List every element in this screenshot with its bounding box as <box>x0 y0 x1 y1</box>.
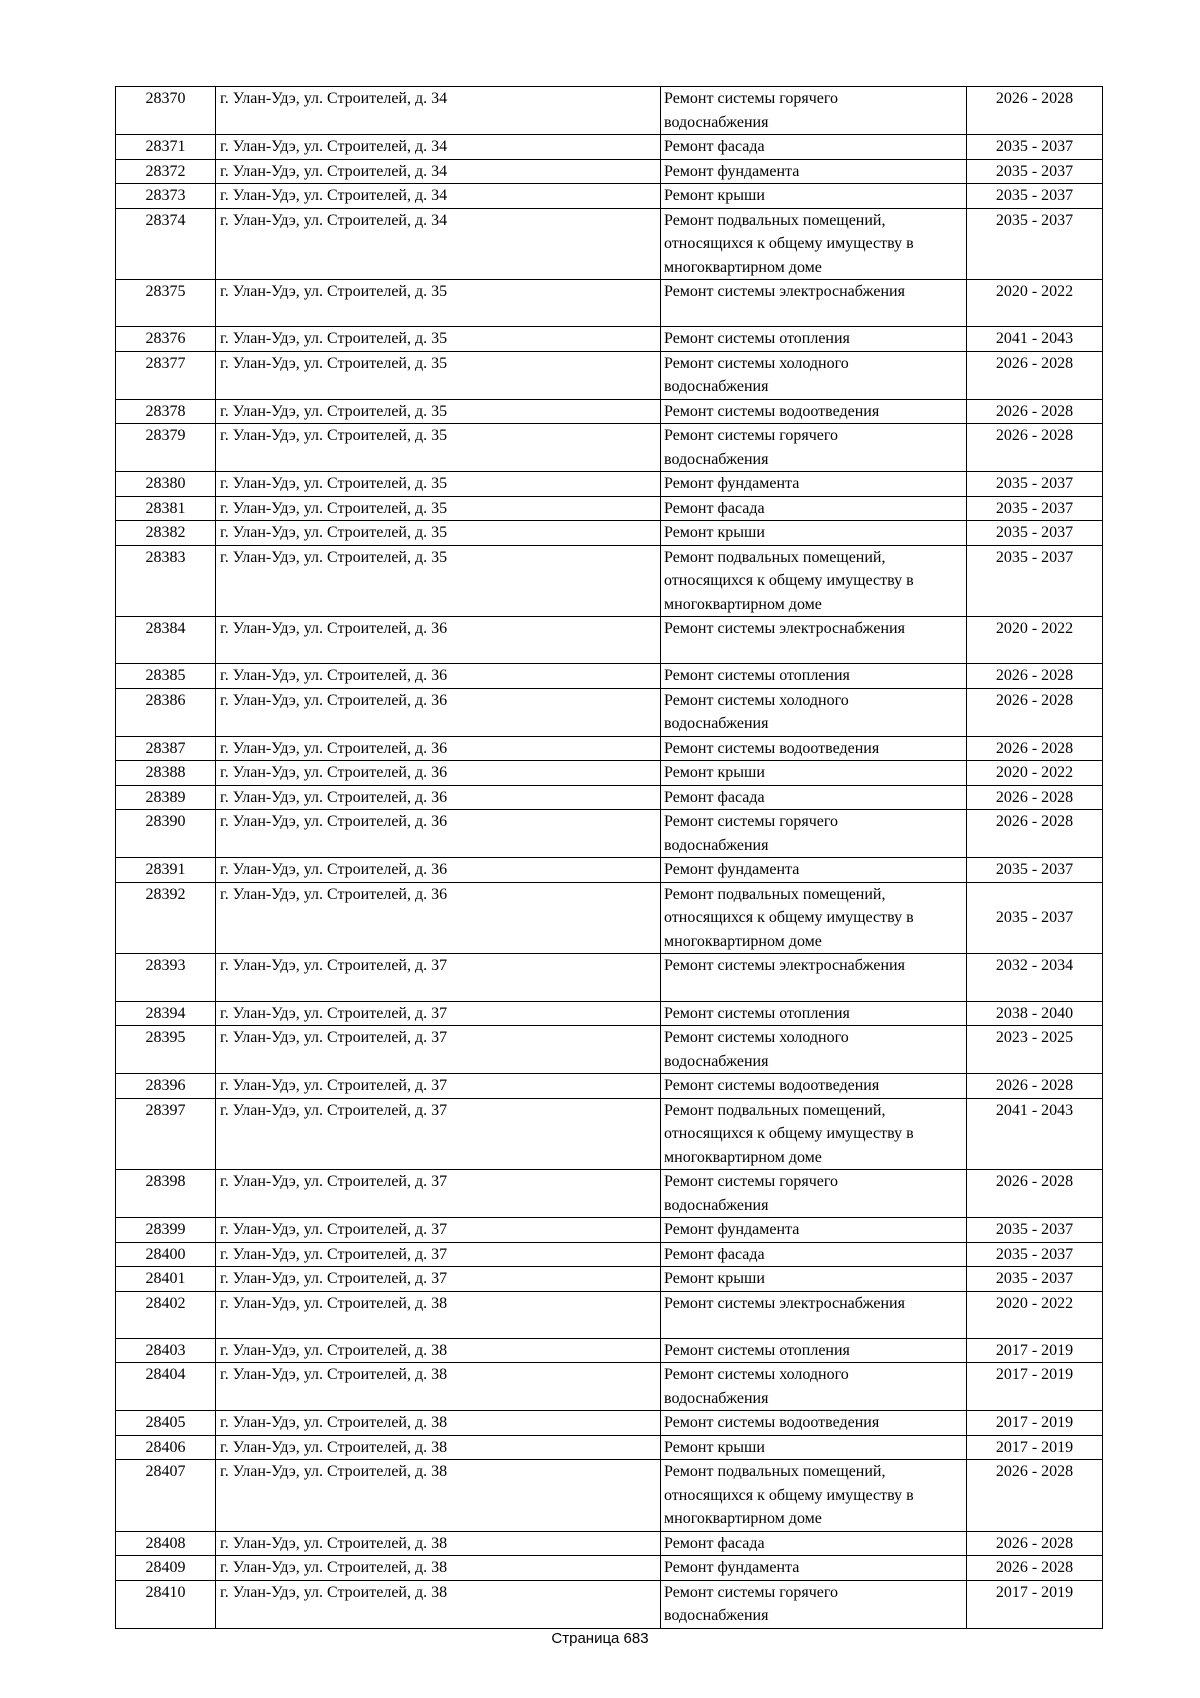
table-row <box>116 664 1103 689</box>
address-cell: г. Улан-Удэ, ул. Строителей, д. 37 <box>216 1026 661 1074</box>
period-cell: 2020 - 2022 <box>967 617 1103 664</box>
row-number-cell: 28396 <box>116 1074 216 1099</box>
period-cell: 2026 - 2028 <box>967 1074 1103 1099</box>
table-row <box>116 1098 1103 1170</box>
period-cell: 2026 - 2028 <box>967 87 1103 135</box>
table-row <box>116 1074 1103 1099</box>
work-type-cell: Ремонт крыши <box>661 1435 967 1460</box>
address-cell: г. Улан-Удэ, ул. Строителей, д. 36 <box>216 617 661 664</box>
address-cell: г. Улан-Удэ, ул. Строителей, д. 37 <box>216 1218 661 1243</box>
table-row <box>116 1218 1103 1243</box>
address-cell: г. Улан-Удэ, ул. Строителей, д. 35 <box>216 472 661 497</box>
work-type-cell: Ремонт крыши <box>661 184 967 209</box>
address-cell: г. Улан-Удэ, ул. Строителей, д. 38 <box>216 1411 661 1436</box>
work-type-cell: Ремонт фундамента <box>661 1556 967 1581</box>
address-cell: г. Улан-Удэ, ул. Строителей, д. 36 <box>216 664 661 689</box>
period-cell: 2026 - 2028 <box>967 1556 1103 1581</box>
period-cell: 2020 - 2022 <box>967 1291 1103 1338</box>
address-cell: г. Улан-Удэ, ул. Строителей, д. 38 <box>216 1291 661 1338</box>
address-cell: г. Улан-Удэ, ул. Строителей, д. 38 <box>216 1531 661 1556</box>
table-row <box>116 184 1103 209</box>
address-cell: г. Улан-Удэ, ул. Строителей, д. 38 <box>216 1435 661 1460</box>
work-type-cell: Ремонт подвальных помещений, относящихся к общему имуществу в многоквартирном доме <box>661 1460 967 1532</box>
work-type-cell: Ремонт крыши <box>661 521 967 546</box>
row-number-cell: 28402 <box>116 1291 216 1338</box>
work-type-cell: Ремонт фасада <box>661 1531 967 1556</box>
table-row <box>116 472 1103 497</box>
row-number-cell: 28406 <box>116 1435 216 1460</box>
address-cell: г. Улан-Удэ, ул. Строителей, д. 37 <box>216 1074 661 1099</box>
work-type-cell: Ремонт фундамента <box>661 858 967 883</box>
table-row <box>116 424 1103 472</box>
address-cell: г. Улан-Удэ, ул. Строителей, д. 36 <box>216 761 661 786</box>
work-type-cell: Ремонт системы электроснабжения <box>661 617 967 664</box>
period-cell: 2032 - 2034 <box>967 954 1103 1001</box>
work-type-cell: Ремонт подвальных помещений, относящихся к общему имуществу в многоквартирном доме <box>661 545 967 617</box>
work-type-cell: Ремонт системы отопления <box>661 664 967 689</box>
address-cell: г. Улан-Удэ, ул. Строителей, д. 34 <box>216 159 661 184</box>
address-cell: г. Улан-Удэ, ул. Строителей, д. 36 <box>216 736 661 761</box>
row-number-cell: 28383 <box>116 545 216 617</box>
work-type-cell: Ремонт крыши <box>661 761 967 786</box>
table-row <box>116 617 1103 664</box>
table-row <box>116 954 1103 1001</box>
address-cell: г. Улан-Удэ, ул. Строителей, д. 38 <box>216 1580 661 1628</box>
table-row <box>116 1531 1103 1556</box>
row-number-cell: 28398 <box>116 1170 216 1218</box>
period-cell: 2026 - 2028 <box>967 785 1103 810</box>
period-cell: 2026 - 2028 <box>967 736 1103 761</box>
table-row <box>116 496 1103 521</box>
row-number-cell: 28404 <box>116 1363 216 1411</box>
work-type-cell: Ремонт системы водоотведения <box>661 399 967 424</box>
row-number-cell: 28372 <box>116 159 216 184</box>
row-number-cell: 28394 <box>116 1001 216 1026</box>
row-number-cell: 28385 <box>116 664 216 689</box>
period-cell: 2026 - 2028 <box>967 1460 1103 1532</box>
table-row <box>116 688 1103 736</box>
table-row <box>116 810 1103 858</box>
row-number-cell: 28376 <box>116 327 216 352</box>
address-cell: г. Улан-Удэ, ул. Строителей, д. 35 <box>216 496 661 521</box>
period-cell: 2041 - 2043 <box>967 327 1103 352</box>
period-cell: 2017 - 2019 <box>967 1435 1103 1460</box>
work-type-cell: Ремонт системы водоотведения <box>661 1074 967 1099</box>
address-cell: г. Улан-Удэ, ул. Строителей, д. 35 <box>216 521 661 546</box>
period-cell: 2035 - 2037 <box>967 496 1103 521</box>
work-type-cell: Ремонт системы холодного водоснабжения <box>661 688 967 736</box>
row-number-cell: 28395 <box>116 1026 216 1074</box>
period-cell: 2041 - 2043 <box>967 1098 1103 1170</box>
repair-schedule-table <box>115 86 1103 1629</box>
period-cell: 2035 - 2037 <box>967 184 1103 209</box>
work-type-cell: Ремонт системы электроснабжения <box>661 954 967 1001</box>
row-number-cell: 28370 <box>116 87 216 135</box>
period-cell: 2035 - 2037 <box>967 545 1103 617</box>
table-row <box>116 858 1103 883</box>
address-cell: г. Улан-Удэ, ул. Строителей, д. 34 <box>216 87 661 135</box>
row-number-cell: 28409 <box>116 1556 216 1581</box>
row-number-cell: 28401 <box>116 1267 216 1292</box>
work-type-cell: Ремонт системы горячего водоснабжения <box>661 87 967 135</box>
period-cell: 2035 - 2037 <box>967 858 1103 883</box>
table-row <box>116 1556 1103 1581</box>
row-number-cell: 28374 <box>116 208 216 280</box>
period-cell: 2035 - 2037 <box>967 1267 1103 1292</box>
address-cell: г. Улан-Удэ, ул. Строителей, д. 35 <box>216 280 661 327</box>
address-cell: г. Улан-Удэ, ул. Строителей, д. 37 <box>216 1098 661 1170</box>
address-cell: г. Улан-Удэ, ул. Строителей, д. 35 <box>216 424 661 472</box>
row-number-cell: 28392 <box>116 882 216 954</box>
table-row <box>116 1242 1103 1267</box>
row-number-cell: 28390 <box>116 810 216 858</box>
work-type-cell: Ремонт системы горячего водоснабжения <box>661 810 967 858</box>
period-cell: 2026 - 2028 <box>967 688 1103 736</box>
work-type-cell: Ремонт крыши <box>661 1267 967 1292</box>
address-cell: г. Улан-Удэ, ул. Строителей, д. 34 <box>216 135 661 160</box>
work-type-cell: Ремонт системы горячего водоснабжения <box>661 1170 967 1218</box>
table-row <box>116 1460 1103 1532</box>
address-cell: г. Улан-Удэ, ул. Строителей, д. 34 <box>216 208 661 280</box>
table-row <box>116 135 1103 160</box>
period-cell: 2035 - 2037 <box>967 135 1103 160</box>
row-number-cell: 28381 <box>116 496 216 521</box>
work-type-cell: Ремонт фасада <box>661 1242 967 1267</box>
table-row <box>116 1170 1103 1218</box>
work-type-cell: Ремонт системы холодного водоснабжения <box>661 1363 967 1411</box>
period-cell: 2035 - 2037 <box>967 1242 1103 1267</box>
row-number-cell: 28403 <box>116 1338 216 1363</box>
row-number-cell: 28400 <box>116 1242 216 1267</box>
period-cell: 2020 - 2022 <box>967 761 1103 786</box>
table-row <box>116 1411 1103 1436</box>
table-row <box>116 159 1103 184</box>
work-type-cell: Ремонт подвальных помещений, относящихся к общему имуществу в многоквартирном доме <box>661 882 967 954</box>
address-cell: г. Улан-Удэ, ул. Строителей, д. 35 <box>216 351 661 399</box>
table-row <box>116 280 1103 327</box>
table-row <box>116 1363 1103 1411</box>
table-row <box>116 208 1103 280</box>
period-cell: 2035 - 2037 <box>967 1218 1103 1243</box>
address-cell: г. Улан-Удэ, ул. Строителей, д. 37 <box>216 1001 661 1026</box>
table-row <box>116 882 1103 954</box>
period-cell: 2017 - 2019 <box>967 1411 1103 1436</box>
table-row <box>116 399 1103 424</box>
row-number-cell: 28410 <box>116 1580 216 1628</box>
work-type-cell: Ремонт системы электроснабжения <box>661 280 967 327</box>
period-cell: 2017 - 2019 <box>967 1363 1103 1411</box>
address-cell: г. Улан-Удэ, ул. Строителей, д. 34 <box>216 184 661 209</box>
row-number-cell: 28407 <box>116 1460 216 1532</box>
page-number: Страница 683 <box>551 1630 649 1647</box>
work-type-cell: Ремонт системы холодного водоснабжения <box>661 351 967 399</box>
row-number-cell: 28389 <box>116 785 216 810</box>
address-cell: г. Улан-Удэ, ул. Строителей, д. 36 <box>216 882 661 954</box>
work-type-cell: Ремонт фасада <box>661 785 967 810</box>
work-type-cell: Ремонт системы горячего водоснабжения <box>661 424 967 472</box>
row-number-cell: 28380 <box>116 472 216 497</box>
work-type-cell: Ремонт системы электроснабжения <box>661 1291 967 1338</box>
address-cell: г. Улан-Удэ, ул. Строителей, д. 38 <box>216 1363 661 1411</box>
address-cell: г. Улан-Удэ, ул. Строителей, д. 38 <box>216 1460 661 1532</box>
row-number-cell: 28379 <box>116 424 216 472</box>
period-cell: 2035 - 2037 <box>967 882 1103 954</box>
work-type-cell: Ремонт системы отопления <box>661 1338 967 1363</box>
period-cell: 2017 - 2019 <box>967 1580 1103 1628</box>
row-number-cell: 28408 <box>116 1531 216 1556</box>
period-cell: 2035 - 2037 <box>967 159 1103 184</box>
table-row <box>116 327 1103 352</box>
address-cell: г. Улан-Удэ, ул. Строителей, д. 37 <box>216 1170 661 1218</box>
work-type-cell: Ремонт системы водоотведения <box>661 1411 967 1436</box>
period-cell: 2026 - 2028 <box>967 1531 1103 1556</box>
work-type-cell: Ремонт системы горячего водоснабжения <box>661 1580 967 1628</box>
address-cell: г. Улан-Удэ, ул. Строителей, д. 35 <box>216 545 661 617</box>
address-cell: г. Улан-Удэ, ул. Строителей, д. 36 <box>216 858 661 883</box>
address-cell: г. Улан-Удэ, ул. Строителей, д. 35 <box>216 399 661 424</box>
row-number-cell: 28387 <box>116 736 216 761</box>
address-cell: г. Улан-Удэ, ул. Строителей, д. 37 <box>216 954 661 1001</box>
row-number-cell: 28382 <box>116 521 216 546</box>
period-cell: 2026 - 2028 <box>967 1170 1103 1218</box>
table-row <box>116 1580 1103 1628</box>
period-cell: 2026 - 2028 <box>967 664 1103 689</box>
period-cell: 2038 - 2040 <box>967 1001 1103 1026</box>
row-number-cell: 28386 <box>116 688 216 736</box>
address-cell: г. Улан-Удэ, ул. Строителей, д. 37 <box>216 1242 661 1267</box>
period-cell: 2017 - 2019 <box>967 1338 1103 1363</box>
table-row <box>116 1026 1103 1074</box>
table-row <box>116 545 1103 617</box>
row-number-cell: 28388 <box>116 761 216 786</box>
address-cell: г. Улан-Удэ, ул. Строителей, д. 36 <box>216 785 661 810</box>
table-row <box>116 1338 1103 1363</box>
address-cell: г. Улан-Удэ, ул. Строителей, д. 38 <box>216 1556 661 1581</box>
row-number-cell: 28399 <box>116 1218 216 1243</box>
address-cell: г. Улан-Удэ, ул. Строителей, д. 38 <box>216 1338 661 1363</box>
work-type-cell: Ремонт системы водоотведения <box>661 736 967 761</box>
address-cell: г. Улан-Удэ, ул. Строителей, д. 37 <box>216 1267 661 1292</box>
table-row <box>116 736 1103 761</box>
work-type-cell: Ремонт системы отопления <box>661 1001 967 1026</box>
work-type-cell: Ремонт фасада <box>661 135 967 160</box>
period-cell: 2035 - 2037 <box>967 208 1103 280</box>
period-cell: 2023 - 2025 <box>967 1026 1103 1074</box>
table-row <box>116 761 1103 786</box>
table-row <box>116 1001 1103 1026</box>
period-cell: 2020 - 2022 <box>967 280 1103 327</box>
row-number-cell: 28377 <box>116 351 216 399</box>
period-cell: 2026 - 2028 <box>967 351 1103 399</box>
period-cell: 2026 - 2028 <box>967 424 1103 472</box>
row-number-cell: 28405 <box>116 1411 216 1436</box>
table-row <box>116 1291 1103 1338</box>
work-type-cell: Ремонт фасада <box>661 496 967 521</box>
row-number-cell: 28391 <box>116 858 216 883</box>
work-type-cell: Ремонт фундамента <box>661 159 967 184</box>
row-number-cell: 28373 <box>116 184 216 209</box>
table-body <box>116 87 1103 1629</box>
table-row <box>116 1435 1103 1460</box>
work-type-cell: Ремонт подвальных помещений, относящихся к общему имуществу в многоквартирном доме <box>661 208 967 280</box>
row-number-cell: 28384 <box>116 617 216 664</box>
table-row <box>116 521 1103 546</box>
work-type-cell: Ремонт системы холодного водоснабжения <box>661 1026 967 1074</box>
period-cell: 2035 - 2037 <box>967 521 1103 546</box>
work-type-cell: Ремонт фундамента <box>661 1218 967 1243</box>
work-type-cell: Ремонт фундамента <box>661 472 967 497</box>
table-row <box>116 87 1103 135</box>
address-cell: г. Улан-Удэ, ул. Строителей, д. 36 <box>216 810 661 858</box>
table-row <box>116 351 1103 399</box>
period-cell: 2035 - 2037 <box>967 472 1103 497</box>
row-number-cell: 28371 <box>116 135 216 160</box>
row-number-cell: 28393 <box>116 954 216 1001</box>
period-cell: 2026 - 2028 <box>967 399 1103 424</box>
period-cell: 2026 - 2028 <box>967 810 1103 858</box>
work-type-cell: Ремонт системы отопления <box>661 327 967 352</box>
table-row <box>116 785 1103 810</box>
row-number-cell: 28375 <box>116 280 216 327</box>
table-row <box>116 1267 1103 1292</box>
address-cell: г. Улан-Удэ, ул. Строителей, д. 36 <box>216 688 661 736</box>
work-type-cell: Ремонт подвальных помещений, относящихся к общему имуществу в многоквартирном доме <box>661 1098 967 1170</box>
address-cell: г. Улан-Удэ, ул. Строителей, д. 35 <box>216 327 661 352</box>
row-number-cell: 28397 <box>116 1098 216 1170</box>
row-number-cell: 28378 <box>116 399 216 424</box>
